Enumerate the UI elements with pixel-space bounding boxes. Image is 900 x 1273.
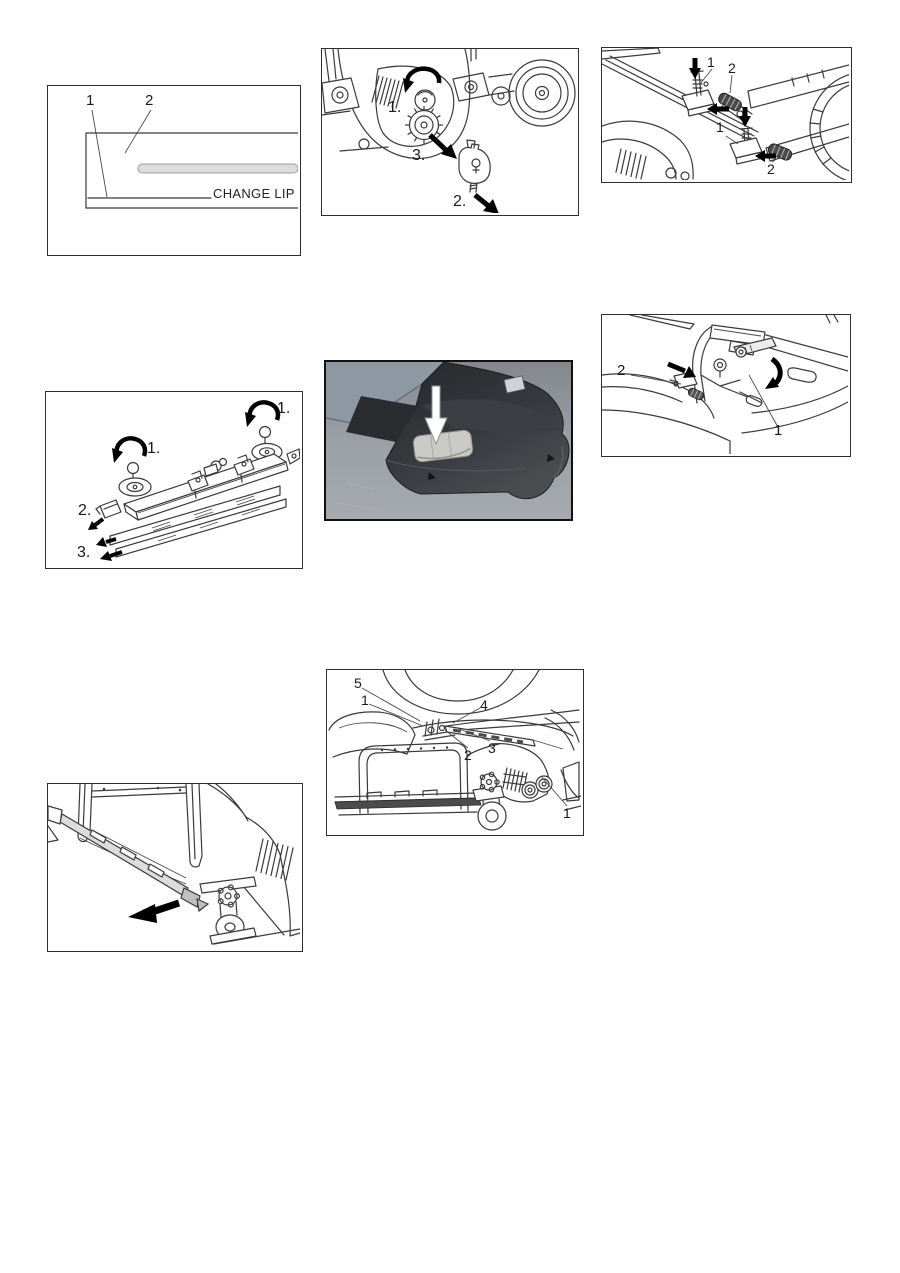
callout-2-top: 2: [728, 60, 736, 76]
frame-rails-illustration: [602, 48, 849, 180]
change-lip-caption: CHANGE LIP: [213, 186, 295, 201]
figure-latch-photo: [324, 360, 573, 521]
callout-1-bottom: 1: [563, 805, 571, 821]
figure-rear-squeegee: [326, 669, 584, 836]
callout-3: 3.: [412, 147, 426, 164]
figure-filter-removal: [321, 48, 579, 216]
callout-1: 1: [774, 422, 783, 439]
callout-3: 3: [488, 740, 496, 756]
rotate-arrow-right-icon: [245, 402, 278, 427]
figure-blade-pullout: [47, 783, 303, 952]
deck-lever-illustration: [602, 315, 848, 454]
callout-1-left: 1.: [147, 440, 161, 457]
leader-1: [92, 110, 107, 197]
drain-knob: [415, 90, 435, 110]
grip-sleeve-bottom: [767, 142, 793, 161]
front-body: [602, 121, 693, 180]
callout-5: 5: [354, 675, 362, 691]
callout-1-mid: 1: [716, 119, 724, 135]
arrow-step2-icon: [88, 519, 103, 530]
figure-change-lip-diagram: [47, 85, 301, 256]
rear-wheel: [509, 60, 575, 126]
rotate-arrow-icon: [765, 359, 780, 389]
callout-2: 2: [145, 92, 154, 109]
callout-1-top: 1: [361, 692, 369, 708]
leader-2: [125, 110, 151, 153]
mount-pin-bottom: [730, 128, 763, 164]
tank: [383, 670, 539, 714]
latch-photograph: [326, 362, 571, 519]
leader-1-mid: [726, 136, 738, 144]
figure-squeegee-mount: [601, 47, 852, 183]
pull-arrow-step2-icon: [475, 195, 499, 213]
knob-left: [119, 463, 151, 497]
knob-right: [252, 427, 282, 461]
figure-lever-adjustment: [601, 314, 851, 457]
end-cap: [96, 500, 121, 518]
squeegee-kit-illustration: [46, 392, 300, 566]
down-arrow-mid-icon: [739, 107, 751, 127]
callout-4: 4: [480, 697, 488, 713]
callout-1: 1.: [388, 99, 402, 116]
rotate-arrow-left-icon: [112, 438, 145, 463]
caster-assembly: [200, 877, 256, 944]
machine-side-illustration: [322, 49, 576, 213]
callout-2: 2: [464, 747, 472, 763]
lip-wear-illustration: [48, 86, 298, 253]
callout-2: 2.: [78, 502, 92, 519]
callout-1: 1: [86, 92, 95, 109]
callout-2: 2: [617, 362, 626, 379]
pull-arrow-step3-icon: [430, 135, 457, 159]
right-wheel: [545, 710, 581, 810]
figure-blade-replacement: [45, 391, 303, 569]
callout-1-right: 1.: [277, 400, 291, 417]
blade-removal-illustration: [48, 784, 300, 949]
leader-2-top: [730, 75, 732, 93]
callout-2: 2.: [453, 193, 467, 210]
filter-housing: [459, 140, 490, 192]
left-bracket: [48, 806, 62, 842]
left-fender: [329, 712, 415, 757]
squeegee-bar: [335, 790, 481, 815]
squeegee-lip-bar: [138, 164, 298, 173]
wheel-arm: [453, 73, 514, 105]
pull-arrow-icon: [128, 903, 179, 923]
caster-assembly: [473, 772, 506, 830]
callout-2-bottom: 2: [767, 161, 775, 177]
blade-strip: [50, 812, 208, 911]
rotate-arrow-icon: [403, 69, 439, 93]
callout-1-top: 1: [707, 54, 715, 70]
callout-3: 3.: [77, 544, 91, 561]
